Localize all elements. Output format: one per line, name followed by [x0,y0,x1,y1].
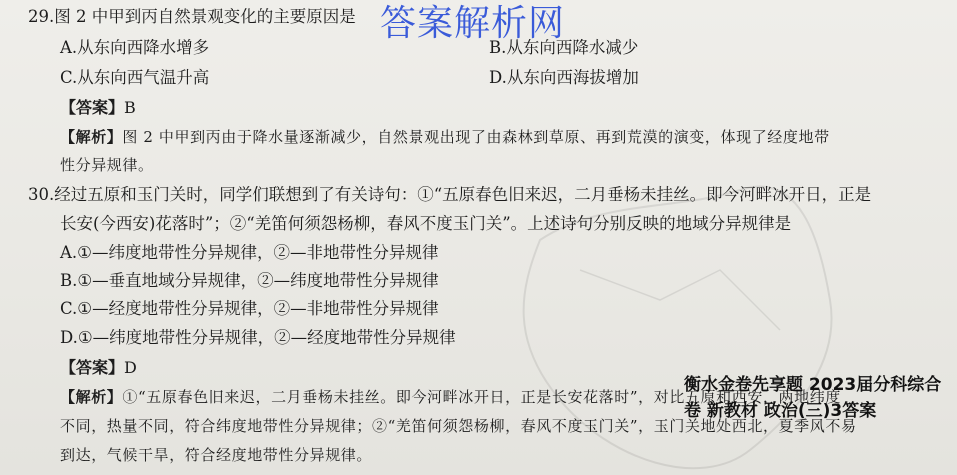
answer-label: 【答案】 [60,358,125,377]
q29-analysis-2: 性分异规律。 [60,156,154,174]
answer-value: B [124,98,136,117]
analysis-label: 【解析】 [60,128,123,146]
q30-stem-2: 长安(今西安)花落时”；②“羌笛何须怨杨柳，春风不度玉门关”。上述诗句分别反映的地域分异规律是 [60,214,792,233]
q30-analysis-3: 到达，气候干旱，符合经度地带性分异规律。 [60,446,373,464]
q30-answer [60,357,137,379]
source-stamp: 衡水金卷先享题 2023届分科综合卷 新教材 政治(三)3答案 [684,375,942,421]
q29-stem: 29.图 2 中甲到丙自然景观变化的主要原因是 [28,7,356,26]
answer-label: 【答案】 [60,98,125,117]
q30-stem-1: 30.经过五原和玉门关时，同学们联想到了有关诗句：①“五原春色旧来迟，二月垂杨未挂丝。即今河畔冰开日，正是 [28,185,872,204]
q29-answer [60,97,136,119]
q29-option-a: A.从东向西降水增多 [60,38,210,57]
q29-option-b: B.从东向西降水减少 [489,38,639,57]
q29-option-d: D.从东向西海拔增加 [489,68,639,87]
analysis-text: 图 2 中甲到丙由于降水量逐渐减少，自然景观出现了由森林到草原、再到荒漠的演变，体现了经度地带 [122,128,830,146]
q29-option-c: C.从东向西气温升高 [60,68,210,87]
q30-analysis-2: 不同，热量不同，符合纬度地带性分异规律；②“羌笛何须怨杨柳，春风不度玉门关”，玉门关地处西北，夏季风不易 [60,417,857,435]
watermark-text: 答案解析网 [380,3,566,44]
analysis-text: ①“五原春色旧来迟，二月垂杨未挂丝。即今河畔冰开日，正是长安花落时”，对比五原和西安，两地纬度 [122,388,841,406]
analysis-label: 【解析】 [60,388,123,406]
answer-value: D [124,358,137,377]
q30-option-c: C.①—经度地带性分异规律，②—非地带性分异规律 [60,299,439,318]
q30-option-d: D.①—纬度地带性分异规律，②—经度地带性分异规律 [60,328,456,347]
q30-option-a: A.①—纬度地带性分异规律，②—非地带性分异规律 [60,243,439,262]
q30-option-b: B.①—垂直地域分异规律，②—纬度地带性分异规律 [60,271,439,290]
q29-analysis-1 [60,126,830,148]
